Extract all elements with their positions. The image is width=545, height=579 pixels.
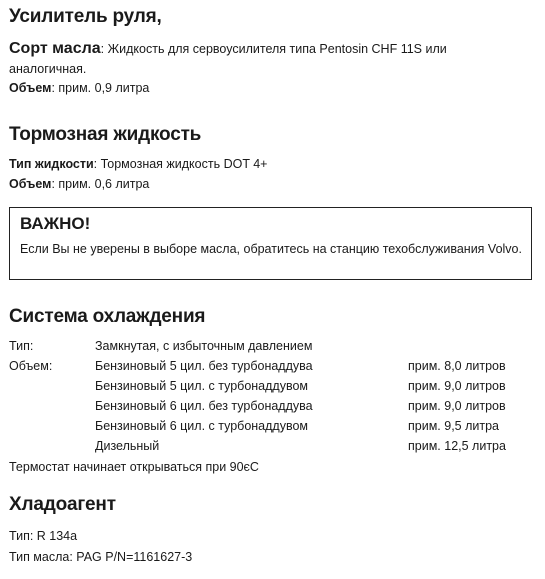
table-row-amount: прим. 9,0 литров — [408, 399, 506, 413]
cooling-volume-label: Объем: — [9, 359, 53, 373]
important-notice-box — [9, 207, 532, 280]
important-title: ВАЖНО! — [20, 214, 91, 233]
cooling-type-value: Замкнутая, с избыточным давлением — [95, 339, 313, 353]
brake-volume-label: Объем — [9, 177, 52, 191]
important-text: Если Вы не уверены в выборе масла, обратитесь на станцию техобслуживания Volvo. — [20, 242, 522, 256]
brake-volume-value: : прим. 0,6 литра — [51, 177, 150, 191]
thermostat-note: Термостат начинает открываться при 90єС — [9, 460, 259, 474]
table-row-amount: прим. 12,5 литра — [408, 439, 506, 453]
table-row-engine: Бензиновый 6 цил. с турбонаддувом — [95, 419, 309, 433]
table-row-amount: прим. 9,0 литров — [408, 379, 506, 393]
brake-type-line — [9, 157, 267, 171]
refrigerant-type: Тип: R 134a — [9, 529, 78, 543]
table-row-amount: прим. 9,5 литра — [408, 419, 499, 433]
oil-type-value: : Жидкость для сервоусилителя типа Pentosin CHF 11S или — [100, 42, 447, 56]
table-row-engine: Бензиновый 6 цил. без турбонаддува — [95, 399, 313, 413]
oil-type-value-cont: аналогичная. — [9, 62, 87, 76]
ps-volume-label: Объем — [9, 81, 52, 95]
cooling-heading: Система охлаждения — [9, 306, 206, 327]
brake-type-value: : Тормозная жидкость DOT 4+ — [93, 157, 268, 171]
oil-type-line — [9, 40, 447, 58]
table-row-engine: Бензиновый 5 цил. без турбонаддува — [95, 359, 313, 373]
brake-volume-line — [9, 177, 149, 191]
power-steering-heading: Усилитель руля, — [9, 6, 162, 27]
brake-fluid-heading: Тормозная жидкость — [9, 124, 202, 145]
table-row-engine: Дизельный — [95, 439, 160, 453]
ps-volume-line — [9, 81, 149, 95]
table-row-amount: прим. 8,0 литров — [408, 359, 506, 373]
refrigerant-oil-type: Тип масла: PAG P/N=1161627-3 — [9, 550, 193, 564]
brake-type-label: Тип жидкости — [9, 157, 94, 171]
ps-volume-value: : прим. 0,9 литра — [51, 81, 150, 95]
oil-type-label: Сорт масла — [9, 40, 101, 57]
refrigerant-heading: Хладоагент — [9, 494, 116, 515]
table-row-engine: Бензиновый 5 цил. с турбонаддувом — [95, 379, 309, 393]
cooling-type-label: Тип: — [9, 339, 34, 353]
